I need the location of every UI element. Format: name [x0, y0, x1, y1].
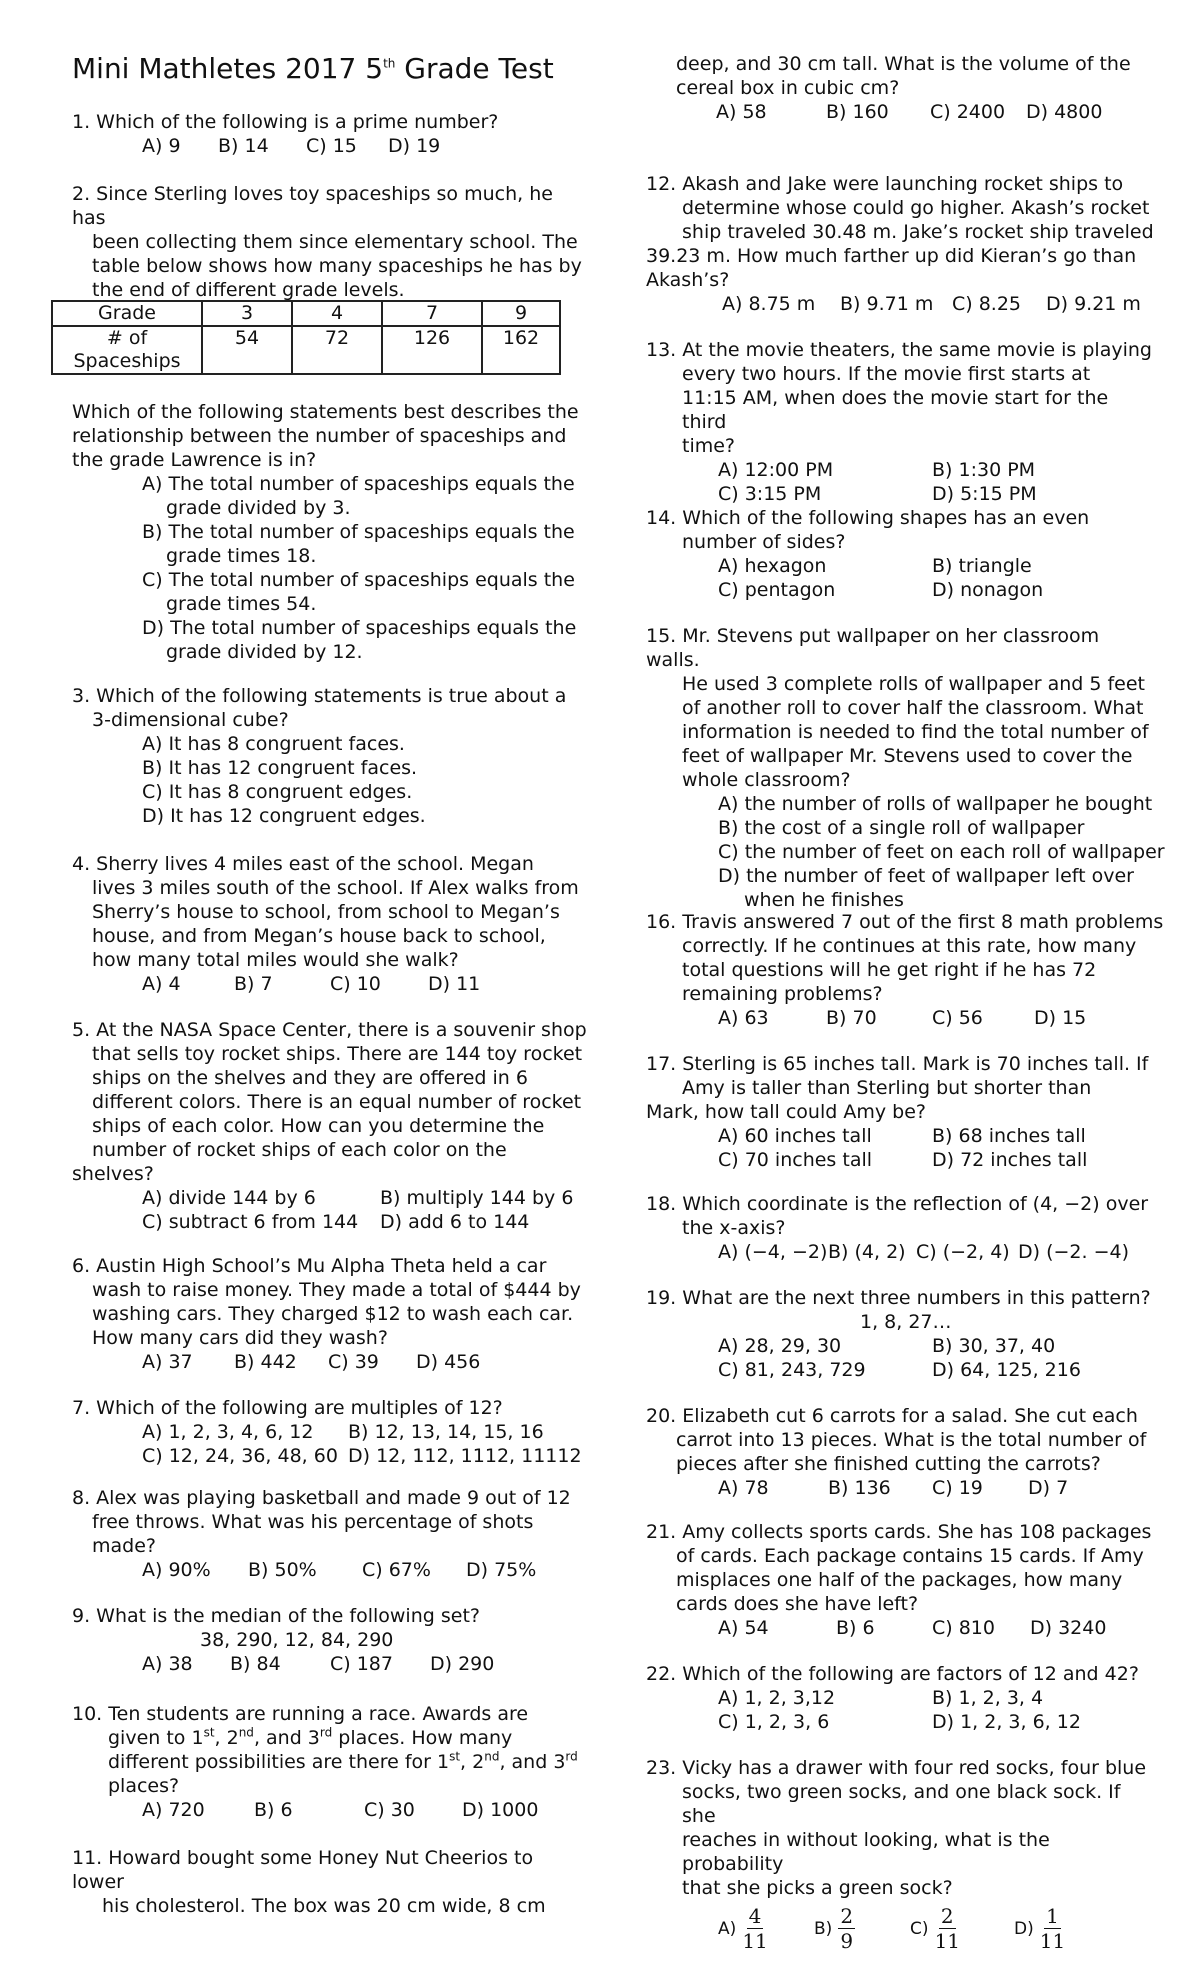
question-line: that sells toy rocket ships. There are 144 toy rocket — [92, 1043, 583, 1065]
question-line: information is needed to find the total number of — [682, 721, 1149, 743]
question-line: total questions will he get right if he has 72 — [682, 959, 1097, 981]
question-10 — [72, 1702, 592, 1822]
question-line: 11:15 AM, when does the movie start for the third — [682, 387, 1109, 433]
option-b: B) 68 inches tall — [932, 1125, 1086, 1147]
option-a: A) 78 — [718, 1477, 769, 1499]
option-b: B) (4, 2) — [828, 1241, 906, 1263]
option-b: B) The total number of spaceships equals the — [142, 521, 575, 543]
question-line: carrot into 13 pieces. What is the total number of — [676, 1429, 1147, 1451]
option-a-cont: grade divided by 3. — [166, 497, 351, 519]
question-line: lower — [72, 1871, 124, 1893]
question-line: pieces after she finished cutting the carrots? — [676, 1453, 1101, 1475]
question-12 — [646, 172, 1156, 316]
option-c: C) 70 inches tall — [718, 1149, 873, 1171]
option-a: A) $\frac{4}{11}$ — [718, 1904, 768, 1953]
table-cell: 7 — [382, 301, 482, 326]
option-b: B) 6 — [836, 1617, 875, 1639]
options — [72, 1558, 592, 1582]
table-cell: # of Spaceships — [52, 326, 202, 374]
option-b: B) 136 — [828, 1477, 891, 1499]
option-c: C) pentagon — [718, 579, 836, 601]
question-line: the x-axis? — [682, 1217, 786, 1239]
question-line: ship traveled 30.48 m. Jake’s rocket ship traveled — [682, 221, 1154, 243]
question-line: socks, two green socks, and one black sock. If she — [682, 1781, 1121, 1827]
question-line: his cholesterol. The box was 20 cm wide, 8 cm — [102, 1895, 546, 1917]
question-line: cereal box in cubic cm? — [676, 77, 900, 99]
option-a: A) 28, 29, 30 — [718, 1335, 842, 1357]
question-line: 17. Sterling is 65 inches tall. Mark is 70 inches tall. If — [646, 1053, 1149, 1075]
fraction: $\frac{1}{11}$ — [1039, 1904, 1066, 1953]
option-a: A) 60 inches tall — [718, 1125, 872, 1147]
option-c: C) 12, 24, 36, 48, 60 — [142, 1445, 338, 1467]
option-c: C) 56 — [932, 1007, 983, 1029]
option-d: D) 1, 2, 3, 6, 12 — [932, 1711, 1081, 1733]
options-row-2 — [646, 1148, 1156, 1172]
options — [646, 1476, 1156, 1500]
question-7 — [72, 1396, 592, 1468]
option-d: D) 5:15 PM — [932, 483, 1037, 505]
options — [72, 472, 592, 664]
option-d: D) 4800 — [1026, 101, 1103, 123]
question-4 — [72, 852, 592, 996]
option-d: D) 11 — [428, 973, 481, 995]
option-d: D) 9.21 m — [1046, 293, 1141, 315]
option-b: B) $\frac{2}{9}$ — [814, 1904, 854, 1953]
option-b: B) 70 — [826, 1007, 877, 1029]
option-b: B) 12, 13, 14, 15, 16 — [348, 1421, 544, 1443]
question-line: the end of different grade levels. — [92, 279, 405, 301]
question-line: 21. Amy collects sports cards. She has 108 packages — [646, 1521, 1152, 1543]
question-line: ships on the shelves and they are offered in 6 — [92, 1067, 528, 1089]
question-2-stem — [72, 400, 592, 664]
question-line: 3-dimensional cube? — [92, 709, 289, 731]
option-b: B) 1, 2, 3, 4 — [932, 1687, 1044, 1709]
option-d-cont: grade divided by 12. — [166, 641, 363, 663]
option-b: B) It has 12 congruent faces. — [142, 757, 418, 779]
question-line: wash to raise money. They made a total of $444 by — [92, 1279, 581, 1301]
option-d: D) 12, 112, 1112, 11112 — [348, 1445, 582, 1467]
table-cell: 54 — [202, 326, 292, 374]
table-cell: 162 — [482, 326, 560, 374]
question-13 — [646, 338, 1156, 506]
option-c: C) 39 — [328, 1351, 379, 1373]
question-line: the grade Lawrence is in? — [72, 449, 317, 471]
table-cell: Grade — [52, 301, 202, 326]
option-c: C) The total number of spaceships equals the — [142, 569, 575, 591]
question-line: 15. Mr. Stevens put wallpaper on her classroom walls. — [646, 625, 1100, 671]
table-cell: 126 — [382, 326, 482, 374]
option-b: B) 6 — [254, 1799, 293, 1821]
options — [676, 100, 1186, 124]
question-16 — [646, 910, 1164, 1030]
option-c: C) 1, 2, 3, 6 — [718, 1711, 830, 1733]
question-line: correctly. If he continues at this rate, how many — [682, 935, 1137, 957]
question-line: 23. Vicky has a drawer with four red socks, four blue — [646, 1757, 1147, 1779]
option-b: B) 30, 37, 40 — [932, 1335, 1056, 1357]
question-line: number of sides? — [682, 531, 846, 553]
fraction: $\frac{2}{11}$ — [934, 1904, 961, 1953]
question-line: free throws. What was his percentage of shots — [92, 1511, 534, 1533]
question-2 — [72, 182, 592, 302]
option-c: C) 2400 — [930, 101, 1006, 123]
question-line: lives 3 miles south of the school. If Alex walks from — [92, 877, 579, 899]
option-a: A) The total number of spaceships equals the — [142, 473, 575, 495]
question-line: 16. Travis answered 7 out of the first 8 math problems — [646, 911, 1164, 933]
question-line: time? — [682, 435, 736, 457]
question-line: deep, and 30 cm tall. What is the volume of the — [676, 53, 1131, 75]
option-b: B) multiply 144 by 6 — [380, 1187, 574, 1209]
option-d: D) $\frac{1}{11}$ — [1014, 1904, 1066, 1953]
option-c: C) 15 — [306, 135, 357, 157]
question-22 — [646, 1662, 1156, 1734]
option-b: B) 50% — [248, 1559, 317, 1581]
question-line: house, and from Megan’s house back to school, — [92, 925, 546, 947]
question-line: of another roll to cover half the classroom. What — [682, 697, 1144, 719]
option-d: D) 75% — [466, 1559, 537, 1581]
question-line: 13. At the movie theaters, the same movie is playing — [646, 339, 1152, 361]
options-row-1 — [646, 1686, 1156, 1710]
option-c: C) 810 — [932, 1617, 995, 1639]
option-a: A) 12:00 PM — [718, 459, 834, 481]
question-line: Which of the following statements best describes the — [72, 401, 579, 423]
option-a: A) 63 — [718, 1007, 769, 1029]
question-line: 39.23 m. How much farther up did Kieran’s go than — [646, 245, 1137, 267]
option-b-cont: grade times 18. — [166, 545, 317, 567]
options — [72, 1652, 592, 1676]
question-line: How many cars did they wash? — [92, 1327, 388, 1349]
options — [72, 972, 592, 996]
options — [72, 1798, 592, 1822]
options-row-1 — [646, 458, 1156, 482]
options-row-1 — [646, 554, 1156, 578]
table-row — [52, 326, 560, 374]
table-row — [52, 301, 560, 326]
option-a: A) 54 — [718, 1617, 769, 1639]
option-d: D) add 6 to 144 — [380, 1211, 530, 1233]
option-c: C) It has 8 congruent edges. — [142, 781, 413, 803]
question-line: Amy is taller than Sterling but shorter than — [682, 1077, 1092, 1099]
question-text: 7. Which of the following are multiples of 12? — [72, 1397, 503, 1419]
fraction: $\frac{4}{11}$ — [742, 1904, 768, 1953]
question-line: 3. Which of the following statements is true about a — [72, 685, 567, 707]
option-a: A) (−4, −2) — [718, 1241, 828, 1263]
question-20 — [646, 1404, 1156, 1500]
table-cell: 4 — [292, 301, 382, 326]
options — [72, 1350, 592, 1374]
option-c: C) 187 — [330, 1653, 393, 1675]
question-line: that she picks a green sock? — [682, 1877, 953, 1899]
question-line: 5. At the NASA Space Center, there is a souvenir shop — [72, 1019, 587, 1041]
question-line: table below shows how many spaceships he has by — [92, 255, 582, 277]
question-line: 8. Alex was playing basketball and made 9 out of 12 — [72, 1487, 571, 1509]
option-c: C) the number of feet on each roll of wallpaper — [718, 841, 1165, 863]
question-line: number of rocket ships of each color on the — [92, 1139, 507, 1161]
question-11-cont — [676, 52, 1186, 124]
question-line: shelves? — [72, 1163, 154, 1185]
table-cell: 72 — [292, 326, 382, 374]
options-row-2 — [646, 482, 1156, 506]
options-row-2 — [72, 1444, 592, 1468]
options-row-2 — [646, 578, 1156, 602]
pattern: 1, 8, 27… — [860, 1311, 952, 1333]
options-row-1 — [72, 1420, 592, 1444]
option-d: D) 15 — [1034, 1007, 1087, 1029]
question-line: relationship between the number of spaceships and — [72, 425, 567, 447]
question-line: different possibilities are there for 1st, 2nd, and 3rd — [108, 1749, 578, 1773]
question-1 — [72, 110, 592, 158]
data-set: 38, 290, 12, 84, 290 — [200, 1629, 394, 1651]
option-a: A) 90% — [142, 1559, 211, 1581]
question-line: feet of wallpaper Mr. Stevens used to cover the — [682, 745, 1133, 767]
option-c: C) 67% — [362, 1559, 431, 1581]
option-c: C) 10 — [330, 973, 381, 995]
option-d: D) 290 — [430, 1653, 495, 1675]
question-line: how many total miles would she walk? — [92, 949, 459, 971]
option-d: D) It has 12 congruent edges. — [142, 805, 426, 827]
option-a: A) 9 — [142, 135, 181, 157]
option-a: A) divide 144 by 6 — [142, 1187, 316, 1209]
options — [646, 792, 1165, 912]
option-a: A) 1, 2, 3, 4, 6, 12 — [142, 1421, 314, 1443]
option-b: B) 7 — [234, 973, 273, 995]
option-d: D) 7 — [1028, 1477, 1069, 1499]
option-b: B) triangle — [932, 555, 1032, 577]
options — [646, 1240, 1156, 1264]
question-text: 22. Which of the following are factors of 12 and 42? — [646, 1663, 1139, 1685]
option-b: B) 160 — [826, 101, 889, 123]
question-17 — [646, 1052, 1156, 1172]
option-a: A) 4 — [142, 973, 181, 995]
question-line: washing cars. They charged $12 to wash each car. — [92, 1303, 574, 1325]
fraction: $\frac{2}{9}$ — [840, 1904, 854, 1953]
question-3 — [72, 684, 592, 828]
question-line: ships of each color. How can you determine the — [92, 1115, 545, 1137]
option-b: B) the cost of a single roll of wallpaper — [718, 817, 1085, 839]
option-a: A) hexagon — [718, 555, 827, 577]
question-line: 6. Austin High School’s Mu Alpha Theta held a car — [72, 1255, 547, 1277]
option-d: D) 456 — [416, 1351, 481, 1373]
question-line: whole classroom? — [682, 769, 851, 791]
options-row-2 — [646, 1710, 1156, 1734]
options — [646, 1006, 1156, 1030]
option-a: A) 1, 2, 3,12 — [718, 1687, 836, 1709]
option-d: D) 72 inches tall — [932, 1149, 1088, 1171]
question-line: determine whose could go higher. Akash’s rocket — [682, 197, 1150, 219]
question-line: made? — [92, 1535, 156, 1557]
question-text: 9. What is the median of the following set? — [72, 1605, 480, 1627]
option-c-cont: grade times 54. — [166, 593, 317, 615]
options-row-2 — [72, 1210, 592, 1234]
option-c: C) 3:15 PM — [718, 483, 822, 505]
option-a: A) 58 — [716, 101, 767, 123]
option-a: A) 720 — [142, 1799, 205, 1821]
option-b: B) 14 — [218, 135, 269, 157]
question-line: Akash’s? — [646, 269, 730, 291]
options — [646, 1904, 1156, 1953]
option-b: B) 1:30 PM — [932, 459, 1036, 481]
options — [72, 732, 592, 828]
option-d: D) 1000 — [462, 1799, 539, 1821]
question-line: 20. Elizabeth cut 6 carrots for a salad. She cut each — [646, 1405, 1138, 1427]
option-c: C) $\frac{2}{11}$ — [910, 1904, 961, 1953]
question-14 — [646, 506, 1156, 602]
question-line: 18. Which coordinate is the reflection of (4, −2) over — [646, 1193, 1149, 1215]
question-18 — [646, 1192, 1156, 1264]
question-line: Sherry’s house to school, from school to Megan’s — [92, 901, 560, 923]
question-19 — [646, 1286, 1156, 1382]
options-row-1 — [72, 1186, 592, 1210]
option-d: D) the number of feet of wallpaper left over — [718, 865, 1134, 887]
option-a: A) 37 — [142, 1351, 193, 1373]
option-a: A) 8.75 m — [722, 293, 816, 315]
option-d: D) 19 — [388, 135, 441, 157]
question-9 — [72, 1604, 592, 1676]
option-d: D) 64, 125, 216 — [932, 1359, 1081, 1381]
options-row-2 — [646, 1358, 1156, 1382]
page-title: Mini Mathletes 2017 5th Grade Test — [72, 52, 554, 85]
question-11 — [72, 1846, 592, 1918]
options — [646, 1616, 1156, 1640]
option-b: B) 442 — [234, 1351, 297, 1373]
table-cell: 9 — [482, 301, 560, 326]
question-6 — [72, 1254, 592, 1374]
option-b: B) 84 — [230, 1653, 281, 1675]
option-c: C) subtract 6 from 144 — [142, 1211, 359, 1233]
option-c: C) 8.25 — [952, 293, 1022, 315]
option-d: D) nonagon — [932, 579, 1044, 601]
question-text: 1. Which of the following is a prime number? — [72, 111, 499, 133]
question-8 — [72, 1486, 592, 1582]
option-c: C) 30 — [364, 1799, 415, 1821]
question-23 — [646, 1756, 1156, 1953]
question-line: been collecting them since elementary school. The — [92, 231, 578, 253]
question-line: reaches in without looking, what is the probability — [682, 1829, 1050, 1875]
question-line: misplaces one half of the packages, how many — [676, 1569, 1123, 1591]
question-15 — [646, 624, 1165, 912]
table-cell: 3 — [202, 301, 292, 326]
question-line: every two hours. If the movie first starts at — [682, 363, 1091, 385]
options — [646, 292, 1156, 316]
question-line: given to 1st, 2nd, and 3rd places. How many — [108, 1725, 513, 1749]
question-line: 12. Akash and Jake were launching rocket ships to — [646, 173, 1124, 195]
option-a: A) 38 — [142, 1653, 193, 1675]
spaceships-table — [51, 300, 561, 375]
option-b: B) 9.71 m — [840, 293, 934, 315]
options-row-1 — [646, 1124, 1156, 1148]
question-line: places? — [108, 1775, 180, 1797]
option-a: A) It has 8 congruent faces. — [142, 733, 405, 755]
options — [72, 134, 592, 158]
question-line: different colors. There is an equal number of rocket — [92, 1091, 582, 1113]
question-5 — [72, 1018, 592, 1234]
option-c: C) 81, 243, 729 — [718, 1359, 866, 1381]
question-line: Mark, how tall could Amy be? — [646, 1101, 926, 1123]
question-line: He used 3 complete rolls of wallpaper and 5 feet — [682, 673, 1146, 695]
question-line: 4. Sherry lives 4 miles east of the school. Megan — [72, 853, 534, 875]
question-line: of cards. Each package contains 15 cards. If Amy — [676, 1545, 1144, 1567]
question-line: 11. Howard bought some Honey Nut Cheerios to — [72, 1847, 534, 1869]
question-line: 2. Since Sterling loves toy spaceships so much, he has — [72, 183, 553, 229]
option-d: D) 3240 — [1030, 1617, 1107, 1639]
question-line: cards does she have left? — [676, 1593, 919, 1615]
options-row-1 — [646, 1334, 1156, 1358]
question-line: remaining problems? — [682, 983, 883, 1005]
option-a: A) the number of rolls of wallpaper he bought — [718, 793, 1153, 815]
option-c: C) (−2, 4) — [916, 1241, 1010, 1263]
option-d-cont: when he finishes — [744, 889, 904, 911]
question-line: 14. Which of the following shapes has an even — [646, 507, 1090, 529]
question-line: 10. Ten students are running a race. Awards are — [72, 1703, 529, 1725]
question-text: 19. What are the next three numbers in this pattern? — [646, 1287, 1151, 1309]
option-c: C) 19 — [932, 1477, 983, 1499]
option-d: D) The total number of spaceships equals the — [142, 617, 577, 639]
option-d: D) (−2. −4) — [1018, 1241, 1130, 1263]
question-21 — [646, 1520, 1156, 1640]
